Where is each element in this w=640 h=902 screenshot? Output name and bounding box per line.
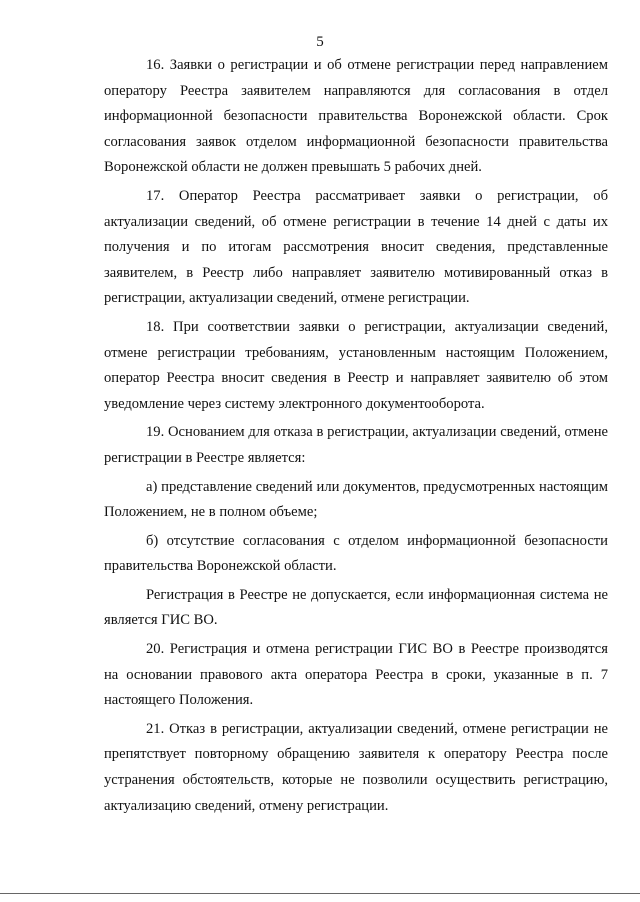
paragraph-registration-note: Регистрация в Реестре не допускается, если информационная система не является ГИС ВО. — [104, 586, 608, 629]
paragraph-17: 17. Оператор Реестра рассматривает заявки о регистрации, об актуализации сведений, об отмене регистрации в течение 14 дней с даты их получения и по итогам рассмотрения вносит сведения, представленные заявителем, в Реестр либо направляет заявителю мотивированный отказ в регистрации, актуализации сведений, отмене регистрации. — [104, 187, 608, 307]
paragraph-18: 18. При соответствии заявки о регистрации, актуализации сведений, отмене регистрации требованиям, установленным настоящим Положением, оператор Реестра вносит сведения в Реестр и направляет заявителю об этом уведомление через систему электронного документооборота. — [104, 318, 608, 412]
page-number: 5 — [316, 34, 324, 50]
paragraph-19-item-b: б) отсутствие согласования с отделом информационной безопасности правительства Воронежской области. — [104, 532, 608, 575]
paragraph-21: 21. Отказ в регистрации, актуализации сведений, отмене регистрации не препятствует повторному обращению заявителя к оператору Реестра после устранения обстоятельств, которые не позволили осуществить регистрацию, актуализацию сведений, отмену регистрации. — [104, 720, 608, 814]
paragraph-16: 16. Заявки о регистрации и об отмене регистрации перед направлением оператору Реестра заявителем направляются для согласования в отдел информационной безопасности правительства Воронежской области. Срок согласования заявок отделом информационной безопасности правительства Воронежской области не должен превышать 5 рабочих дней. — [104, 57, 608, 176]
paragraph-19: 19. Основанием для отказа в регистрации, актуализации сведений, отмене регистрации в Реестре является: — [104, 424, 608, 466]
paragraph-20: 20. Регистрация и отмена регистрации ГИС ВО в Реестре производятся на основании правового акта оператора Реестра в сроки, указанные в п. 7 настоящего Положения. — [104, 641, 608, 709]
page-bottom-rule — [0, 893, 640, 894]
paragraph-19-item-a: а) представление сведений или документов, предусмотренных настоящим Положением, не в полном объеме; — [104, 478, 608, 521]
document-body — [104, 53, 608, 819]
